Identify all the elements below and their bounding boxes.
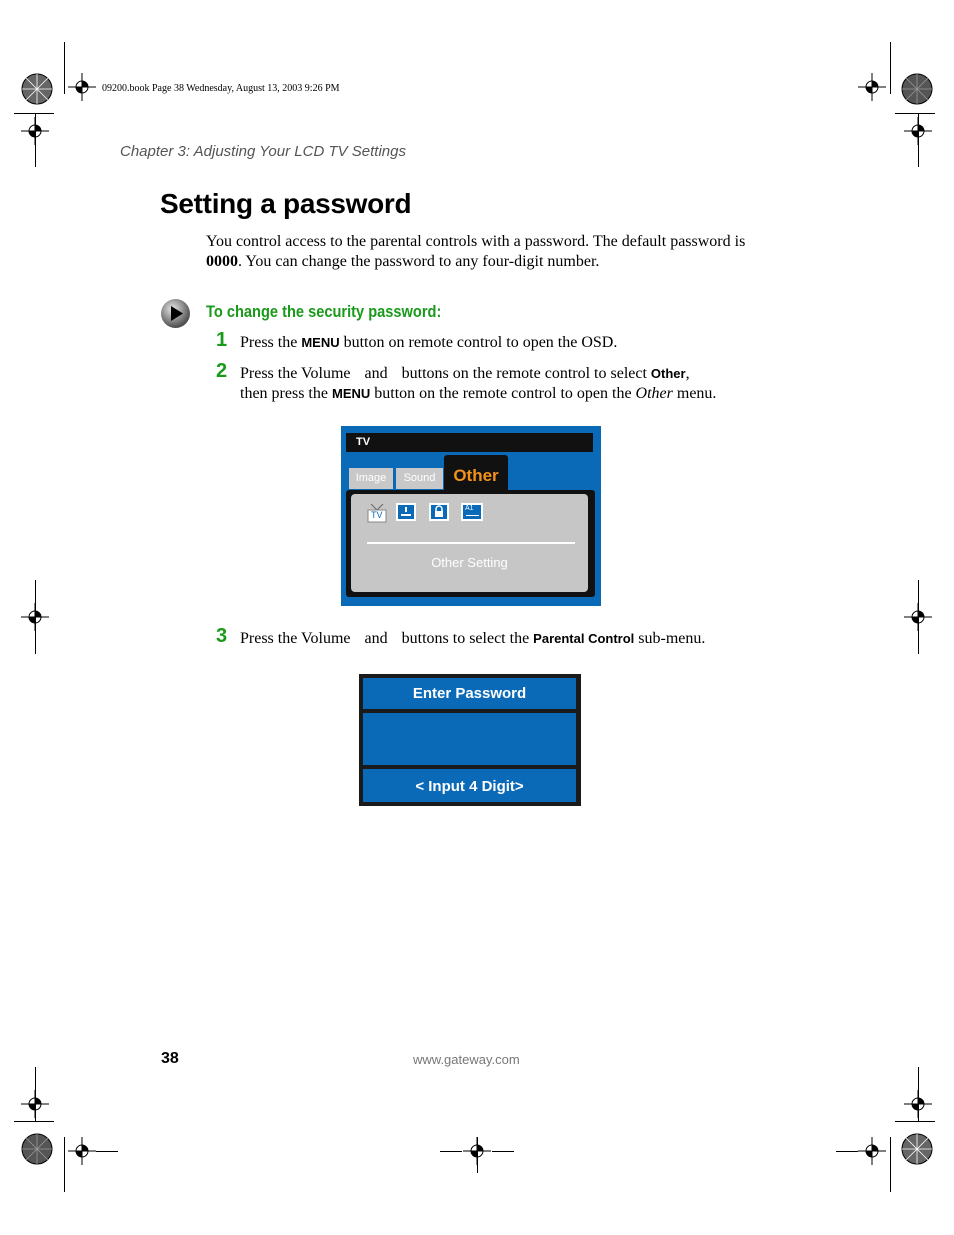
procedure-title: To change the security password: (206, 302, 442, 321)
procedure-arrow-icon (160, 298, 191, 329)
registration-target-icon (20, 1132, 54, 1166)
osd-tab-image: Image (349, 468, 393, 489)
crosshair-icon (21, 117, 49, 145)
crosshair-icon (21, 1090, 49, 1118)
osd-source-label: TV (346, 433, 593, 452)
registration-target-icon (900, 1132, 934, 1166)
menu-key-label: MENU (301, 335, 340, 350)
osd-divider (367, 542, 575, 544)
crosshair-icon (904, 1090, 932, 1118)
step-number: 1 (216, 329, 228, 351)
step-number: 3 (216, 625, 228, 647)
crosshair-icon (904, 603, 932, 631)
registration-target-icon (900, 72, 934, 106)
crosshair-icon (904, 117, 932, 145)
step-1-text: Press the MENU button on remote control to open the OSD. (240, 334, 618, 351)
osd-tab-sound: Sound (396, 468, 443, 489)
password-entry-area (363, 713, 576, 765)
intro-paragraph: You control access to the parental controls with a password. The default password is 0000. You can change the password to any four-digit number. (206, 233, 746, 270)
registration-target-icon (20, 72, 54, 106)
crosshair-icon (858, 73, 886, 101)
step-3-text: Press the Volume and buttons to select the Parental Control sub-menu. (240, 629, 705, 649)
password-dialog-screenshot (359, 674, 581, 806)
parental-control-label: Parental Control (533, 631, 635, 646)
page-number: 38 (161, 1050, 179, 1067)
osd-other-menu-screenshot (341, 426, 601, 606)
website-link: www.gateway.com (413, 1052, 520, 1067)
crosshair-icon (21, 603, 49, 631)
password-dialog-header: Enter Password (363, 678, 576, 709)
password-dialog-hint: < Input 4 Digit> (363, 769, 576, 802)
crosshair-icon (858, 1137, 886, 1165)
other-menu-label: Other (650, 366, 686, 381)
caption-icon: A1 (461, 503, 483, 521)
osd-setting-label: Other Setting (431, 555, 508, 570)
download-icon (396, 503, 416, 521)
step-2-text: Press the Volume and buttons on the remote control to select Other, then press the MENU button on the remote control to open the Other menu. (240, 365, 717, 402)
tv-icon: TV (367, 503, 387, 521)
step-number: 2 (216, 360, 228, 382)
crosshair-icon (68, 73, 96, 101)
osd-tab-other: Other (444, 455, 508, 495)
menu-key-label: MENU (331, 385, 371, 401)
chapter-heading: Chapter 3: Adjusting Your LCD TV Settings (120, 143, 406, 160)
default-password: 0000 (206, 252, 238, 270)
lock-icon (429, 503, 449, 521)
crosshair-icon (68, 1137, 96, 1165)
book-info: 09200.book Page 38 Wednesday, August 13, 2003 9:26 PM (102, 83, 340, 94)
page-title: Setting a password (160, 188, 412, 219)
